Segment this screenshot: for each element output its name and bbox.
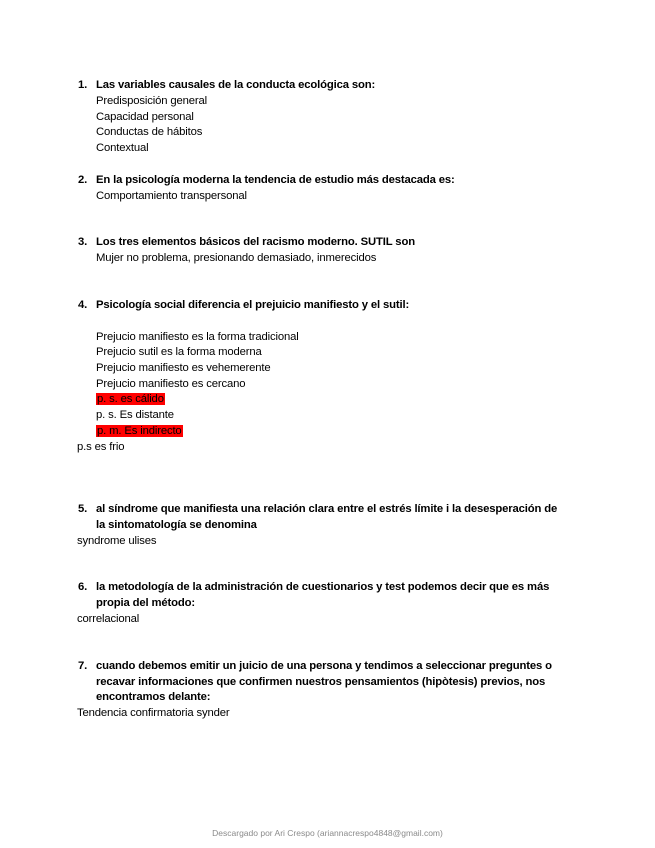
highlighted-text: p. s. es cálido — [97, 393, 164, 405]
option-line: Capacidad personal — [96, 111, 194, 123]
question-number: 3. — [78, 236, 88, 248]
option-line: Comportamiento transpersonal — [96, 190, 247, 202]
option-line: Prejucio manifiesto es vehemerente — [96, 362, 271, 374]
question-number: 7. — [78, 660, 88, 672]
question-text: En la psicología moderna la tendencia de estudio más destacada es: — [96, 174, 455, 186]
question-number: 4. — [78, 299, 88, 311]
question-text: cuando debemos emitir un juicio de una persona y tendimos a seleccionar preguntes o — [96, 660, 552, 672]
question-text: Las variables causales de la conducta ecológica son: — [96, 79, 376, 91]
question-text: al síndrome que manifiesta una relación clara entre el estrés límite i la desesperación de — [96, 503, 558, 515]
option-line: Predisposición general — [96, 95, 207, 107]
question-number: 5. — [78, 503, 88, 515]
answer-text: Tendencia confirmatoria synder — [77, 707, 230, 719]
highlighted-option — [96, 425, 183, 437]
question-text: Los tres elementos básicos del racismo moderno. SUTIL son — [96, 236, 415, 248]
question-text: recavar informaciones que confirmen nuestros pensamientos (hipòtesis) previos, nos — [96, 676, 546, 688]
option-line: Conductas de hábitos — [96, 126, 203, 138]
question-text: encontramos delante: — [96, 691, 211, 703]
answer-text: correlacional — [77, 613, 140, 625]
question-number: 6. — [78, 581, 88, 593]
question-text: la sintomatología se denomina — [96, 519, 257, 531]
option-line: Prejucio manifiesto es cercano — [96, 378, 246, 390]
option-line: Contextual — [96, 142, 149, 154]
question-number: 2. — [78, 174, 88, 186]
download-footer: Descargado por Ari Crespo (ariannacrespo4848@gmail.com) — [212, 828, 443, 838]
question-number: 1. — [78, 79, 88, 91]
question-text: propia del método: — [96, 597, 195, 609]
option-line: Mujer no problema, presionando demasiado, inmerecidos — [96, 252, 377, 264]
option-line: p. s. Es distante — [96, 409, 174, 421]
highlighted-option — [96, 393, 165, 405]
highlighted-text: p. m. Es indirecto — [97, 425, 182, 437]
option-line: Prejucio sutil es la forma moderna — [96, 346, 262, 358]
answer-text: p.s es frio — [77, 441, 125, 453]
question-text: Psicología social diferencia el prejuicio manifiesto y el sutil: — [96, 299, 410, 311]
option-line: Prejucio manifiesto es la forma tradicional — [96, 331, 299, 343]
question-text: la metodología de la administración de cuestionarios y test podemos decir que es más — [96, 581, 550, 593]
answer-text: syndrome ulises — [77, 535, 157, 547]
